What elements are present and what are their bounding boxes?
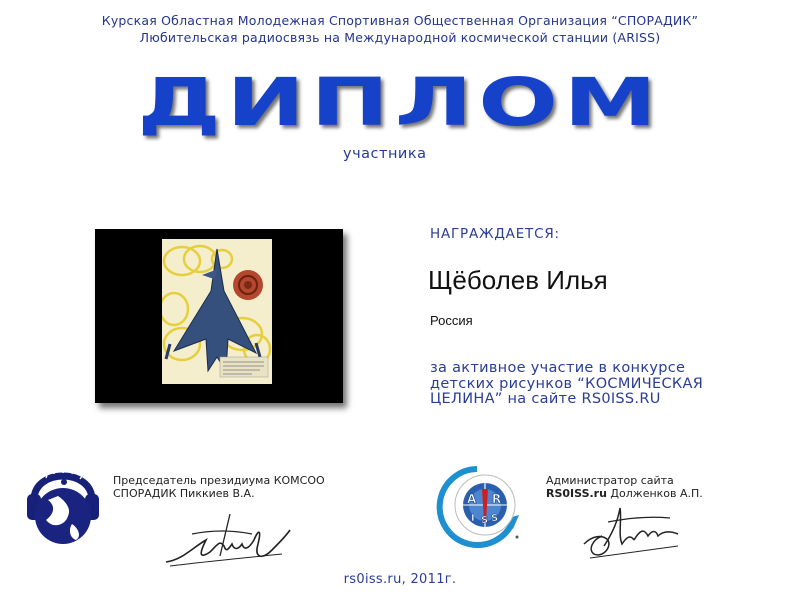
admin-name-line (546, 487, 703, 500)
admin-signature (578, 500, 688, 564)
chairman-signature (162, 500, 294, 572)
drawing-art (162, 239, 272, 384)
award-reason-line: ЦЕЛИНА” на сайте RS0ISS.RU (430, 391, 661, 407)
ariss-letter: S (481, 515, 489, 526)
child-drawing-image (162, 239, 272, 384)
award-reason-line: детских рисунков “КОСМИЧЕСКАЯ (430, 376, 704, 392)
footer-text: rs0iss.ru, 2011г. (343, 572, 457, 587)
award-reason-line: за активное участие в конкурсе (430, 360, 686, 376)
globe-headphones-logo (24, 458, 102, 554)
recipient-name: Щёболев Илья (428, 265, 608, 295)
diploma-title: ДИПЛОМ (137, 64, 663, 141)
diploma-subtitle: участника (343, 146, 427, 162)
chairman-title: Председатель президиума КОМСОО (113, 474, 325, 487)
organization-line-2: Любительская радиосвязь на Международной космической станции (ARISS) (139, 30, 661, 45)
chairman-name: СПОРАДИК Пиккиев В.А. (113, 487, 255, 500)
ariss-letter: S (491, 513, 499, 524)
admin-title: Администратор сайта (546, 474, 674, 487)
ariss-logo (433, 463, 525, 549)
organization-line-1: Курская Областная Молодежная Спортивная Общественная Организация “СПОРАДИК” (101, 13, 699, 28)
title-wrapper (0, 64, 800, 141)
awarded-label: НАГРАЖДАЕТСЯ: (430, 226, 560, 242)
recipient-country: Россия (430, 313, 473, 328)
ariss-letter: A (467, 492, 477, 506)
ariss-letter: R (492, 492, 502, 506)
admin-name: Долженков А.П. (606, 487, 703, 500)
ariss-letter: I (471, 513, 475, 524)
admin-site: RS0ISS.ru (546, 487, 607, 500)
